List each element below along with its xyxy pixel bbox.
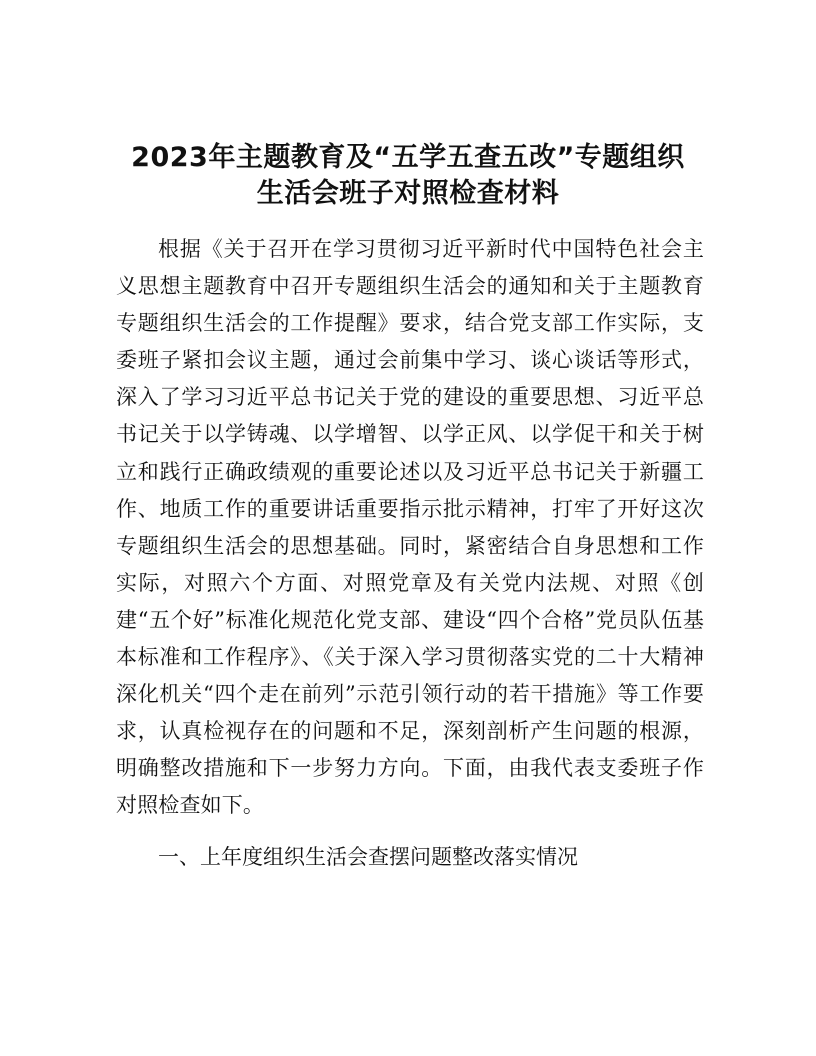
title-line-2: 生活会班子对照检查材料 (256, 178, 560, 209)
document-body (116, 231, 704, 825)
document-title (100, 140, 716, 212)
section-heading: 一、上年度组织生活会查摆问题整改落实情况 (158, 845, 578, 869)
body-paragraph: 根据《关于召开在学习贯彻习近平新时代中国特色社会主义思想主题教育中召开专题组织生活会的通知和关于主题教育专题组织生活会的工作提醒》要求，结合党支部工作实际，支委班子紧扣会议主题，通过会前集中学习、谈心谈话等形式，深入了学习习近平总书记关于党的建设的重要思想、习近平总书记关于以学铸魂、以学增智、以学正风、以学促干和关于树立和践行正确政绩观的重要论述以及习近平总书记关于新疆工作、地质工作的重要讲话重要指示批示精神，打牢了开好这次专题组织生活会的思想基础。同时，紧密结合自身思想和工作实际，对照六个方面、对照党章及有关党内法规、对照《创建“五个好”标准化规范化党支部、建设“四个合格”党员队伍基本标准和工作程序》、《关于深入学习贯彻落实党的二十大精神深化机关“四个走在前列”示范引领行动的若干措施》等工作要求，认真检视存在的问题和不足，深刻剖析产生问题的根源，明确整改措施和下一步努力方向。下面，由我代表支委班子作对照检查如下。 (116, 237, 704, 818)
title-line-1: 2023年主题教育及“五学五查五改”专题组织 (131, 142, 685, 173)
